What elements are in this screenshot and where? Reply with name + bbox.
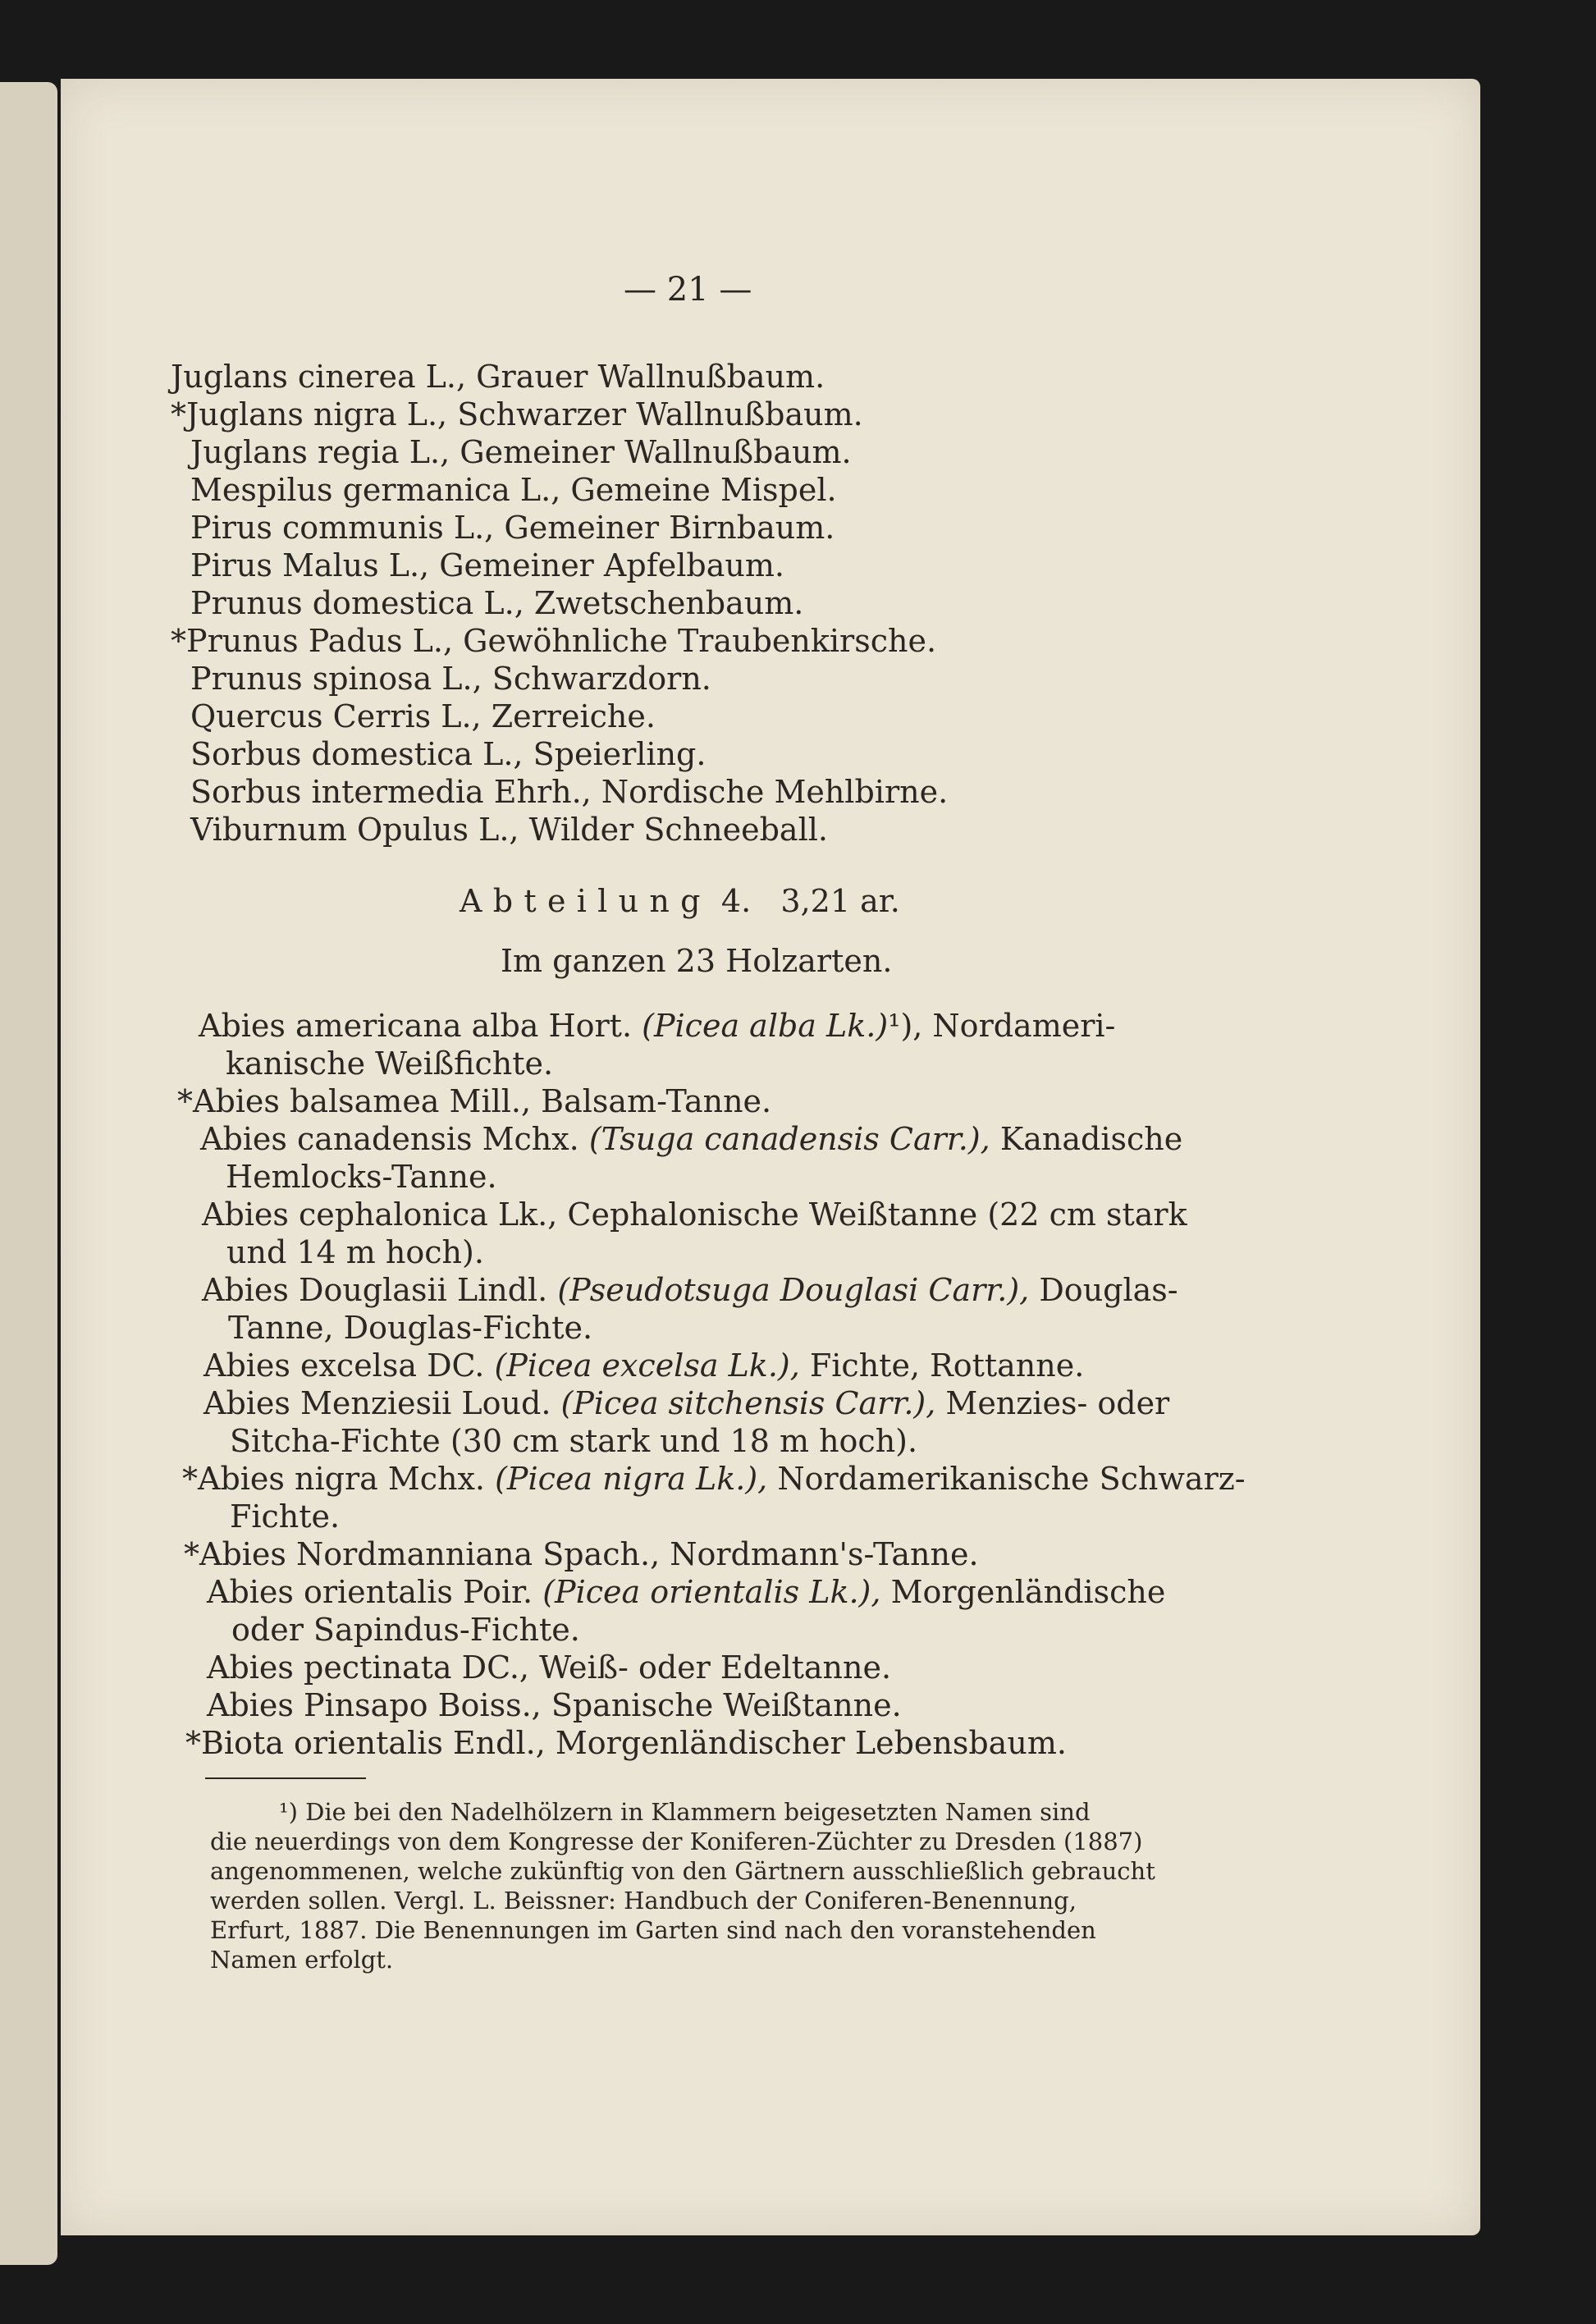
list-item: Sorbus intermedia Ehrh., Nordische Mehlbirne. [190,774,949,810]
footnote-line: angenommenen, welche zukünftig von den Gärtnern ausschließlich gebraucht [210,1857,1155,1885]
footnote-line: ¹) Die bei den Nadelhölzern in Klammern beigesetzten Namen sind [279,1798,1091,1826]
list-item: Abies orientalis Poir. (Picea orientalis Lk.), Morgenländische [207,1574,1166,1610]
footnote-line: Namen erfolgt. [210,1946,394,1974]
list-item: Pirus communis L., Gemeiner Birnbaum. [190,510,835,546]
list-item: *Biota orientalis Endl., Morgenländischer Lebensbaum. [185,1725,1067,1761]
list-item: Abies Douglasii Lindl. (Pseudotsuga Douglasi Carr.), Douglas- [202,1272,1178,1308]
footnote-line: die neuerdings von dem Kongresse der Koniferen-Züchter zu Dresden (1887) [210,1828,1143,1855]
list-item: Abies Menziesii Loud. (Picea sitchensis Carr.), Menzies- oder [204,1385,1170,1421]
list-item-continuation: Hemlocks-Tanne. [226,1159,497,1195]
list-item: Abies excelsa DC. (Picea excelsa Lk.), Fichte, Rottanne. [204,1347,1085,1384]
list-item: Pirus Malus L., Gemeiner Apfelbaum. [190,547,784,583]
list-item: Abies Pinsapo Boiss., Spanische Weißtanne. [207,1687,902,1723]
list-item: Abies cephalonica Lk., Cephalonische Weißtanne (22 cm stark [202,1196,1187,1233]
list-item-continuation: Tanne, Douglas-Fichte. [228,1310,593,1346]
list-item: Abies americana alba Hort. (Picea alba Lk.)¹), Nordameri- [199,1008,1116,1044]
list-item: Juglans regia L., Gemeiner Wallnußbaum. [190,434,852,470]
footnote-divider [205,1777,366,1779]
page-number: — 21 — [624,271,752,309]
list-item: Mespilus germanica L., Gemeine Mispel. [190,472,837,508]
list-item-continuation: Sitcha-Fichte (30 cm stark und 18 m hoch). [230,1423,918,1459]
list-item: *Juglans nigra L., Schwarzer Wallnußbaum. [171,396,863,432]
footnote-line: Erfurt, 1887. Die Benennungen im Garten sind nach den voranstehenden [210,1916,1096,1944]
list-item-continuation: oder Sapindus-Fichte. [231,1612,580,1648]
list-item: Prunus domestica L., Zwetschenbaum. [190,585,804,621]
list-item: Prunus spinosa L., Schwarzdorn. [190,661,711,697]
list-item: *Abies balsamea Mill., Balsam-Tanne. [177,1083,772,1119]
list-item: Viburnum Opulus L., Wilder Schneeball. [190,812,828,848]
list-item: Juglans cinerea L., Grauer Wallnußbaum. [171,359,825,395]
list-item: Abies canadensis Mchx. (Tsuga canadensis Carr.), Kanadische [200,1121,1183,1157]
left-page-edge [0,82,57,2265]
list-item-continuation: Fichte. [230,1498,341,1535]
footnote-line: werden sollen. Vergl. L. Beissner: Handbuch der Coniferen-Benennung, [210,1887,1077,1915]
list-item: Abies pectinata DC., Weiß- oder Edeltanne. [207,1649,892,1686]
list-item: *Prunus Padus L., Gewöhnliche Traubenkirsche. [171,623,937,659]
list-item-continuation: und 14 m hoch). [226,1234,484,1270]
section-summary: Im ganzen 23 Holzarten. [501,943,893,979]
list-item: *Abies nigra Mchx. (Picea nigra Lk.), Nordamerikanische Schwarz- [182,1461,1246,1497]
list-item: Sorbus domestica L., Speierling. [190,736,707,772]
list-item: *Abies Nordmanniana Spach., Nordmann's-Tanne. [184,1536,979,1572]
section-heading: Abteilung 4. 3,21 ar. [460,883,900,919]
list-item: Quercus Cerris L., Zerreiche. [190,698,656,734]
list-item-continuation: kanische Weißfichte. [226,1045,554,1082]
